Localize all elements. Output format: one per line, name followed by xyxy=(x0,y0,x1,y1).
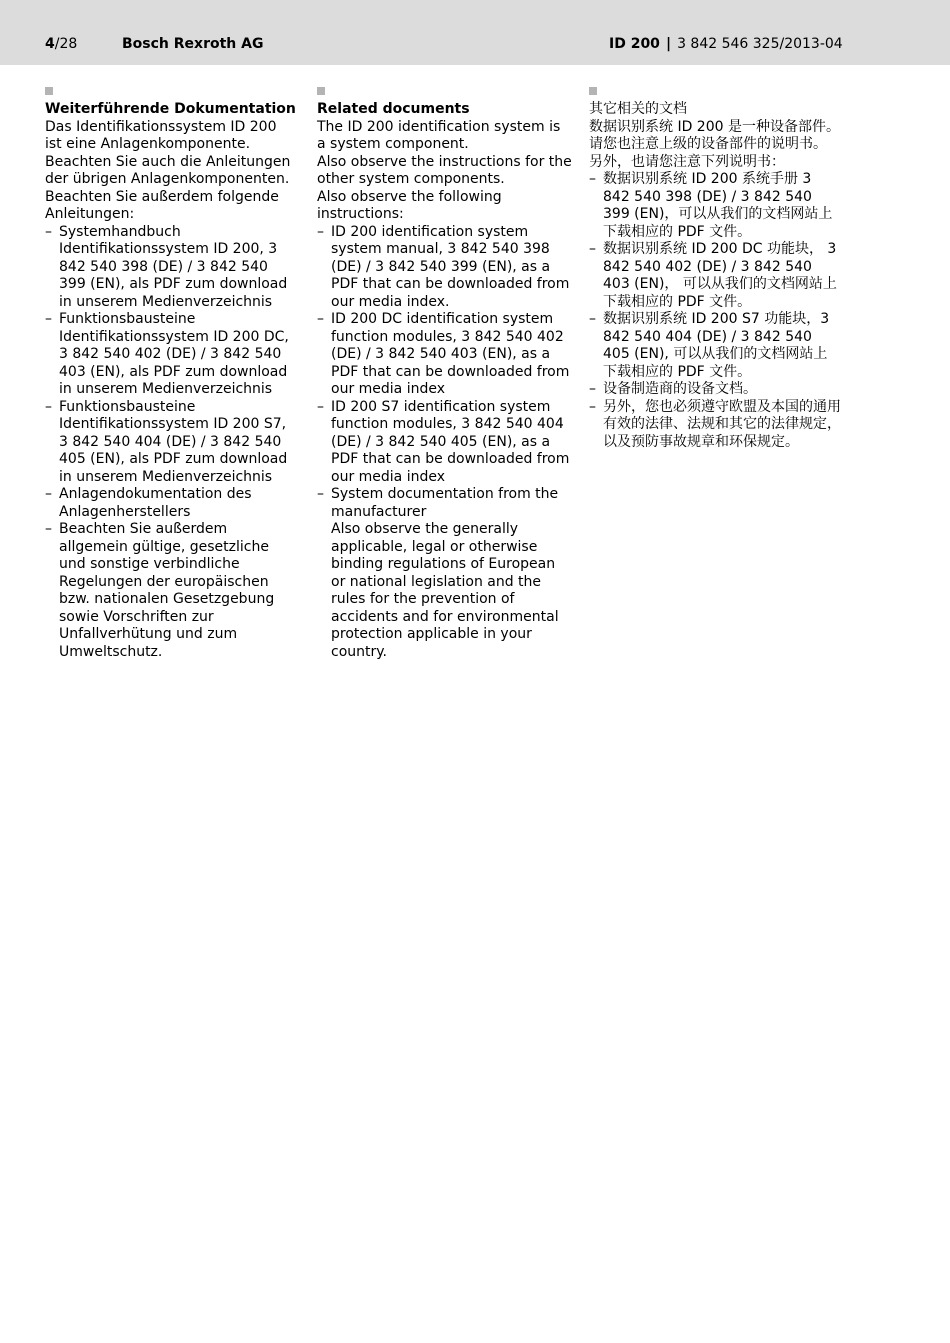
intro-paragraph: Beachten Sie auch die Anleitungen der übrigen Anlagenkomponenten. xyxy=(45,153,291,187)
document-list xyxy=(45,224,297,662)
list-item: – Anlagendokumentation des Anlagenherstellers xyxy=(45,486,297,521)
list-item: – ID 200 DC identification system function modules, 3 842 540 402 (DE) / 3 842 540 403 (EN), as a PDF that can be downloaded from our media index xyxy=(317,311,573,399)
document-id: ID 200 xyxy=(609,36,660,52)
list-item-text: – System documentation from the manufacturer xyxy=(331,486,559,520)
company-name: Bosch Rexroth AG xyxy=(122,36,264,52)
list-item: – Beachten Sie außerdem allgemein gültige, gesetzliche und sonstige verbindliche Regelungen der europäischen bzw. nationalen Gesetzgebung sowie Vorschriften zur Unfallverhütung und zum Umweltschutz. xyxy=(45,521,297,661)
intro-paragraph: 请您也注意上级的设备部件的说明书。 xyxy=(589,136,827,152)
page-total: /28 xyxy=(54,36,78,52)
intro-paragraph: Also observe the following instructions: xyxy=(317,188,502,222)
list-item: – ID 200 S7 identification system function modules, 3 842 540 404 (DE) / 3 842 540 405 (EN), as a PDF that can be downloaded from our media index xyxy=(317,399,573,487)
section-heading: 其它相关的文档 xyxy=(589,101,687,117)
section-marker xyxy=(45,87,53,95)
intro-paragraph: The ID 200 identification system is a system component. xyxy=(317,118,561,152)
list-item: – Systemhandbuch Identifikationssystem ID 200, 3 842 540 398 (DE) / 3 842 540 399 (EN), als PDF zum download in unserem Medienverzeichnis xyxy=(45,224,297,312)
section-marker xyxy=(317,87,325,95)
page-current: 4 xyxy=(45,36,55,52)
intro-paragraph: 另外，也请您注意下列说明书： xyxy=(589,153,785,170)
page-number xyxy=(45,35,77,53)
list-item: – 设备制造商的设备文档。 xyxy=(589,381,841,399)
document-reference xyxy=(609,35,843,53)
page-header xyxy=(0,0,950,65)
list-item xyxy=(317,486,573,661)
column-chinese xyxy=(589,87,841,451)
list-item: – 数据识别系统 ID 200 S7 功能块，3 842 540 404 (DE) / 3 842 540 405 (EN), 可以从我们的文档网站上下载相应的 PDF 文件。 xyxy=(589,311,841,381)
list-item: – Funktionsbausteine Identifikationssystem ID 200 DC, 3 842 540 402 (DE) / 3 842 540 403 (EN), als PDF zum download in unserem Medienverzeichnis xyxy=(45,311,297,399)
intro-paragraph: Beachten Sie außerdem folgende Anleitungen: xyxy=(45,188,279,222)
column-english xyxy=(317,87,573,661)
list-item: – 另外，您也必须遵守欧盟及本国的通用有效的法律、法规和其它的法律规定，以及预防事故规章和环保规定。 xyxy=(589,399,841,452)
list-item: – 数据识别系统 ID 200 DC 功能块， 3 842 540 402 (DE) / 3 842 540 403 (EN)， 可以从我们的文档网站上下载相应的 PDF 文件。 xyxy=(589,241,841,311)
intro-paragraph: Das Identifikationssystem ID 200 ist eine Anlagenkomponente. xyxy=(45,118,277,152)
list-item: – 数据识别系统 ID 200 系统手册 3 842 540 398 (DE) / 3 842 540 399 (EN)，可以从我们的文档网站上下载相应的 PDF 文件。 xyxy=(589,171,841,241)
intro-paragraph: 数据识别系统 ID 200 是一种设备部件。 xyxy=(589,118,840,135)
document-separator: | xyxy=(665,36,672,52)
intro-paragraph: Also observe the instructions for the other system components. xyxy=(317,153,572,187)
document-list xyxy=(317,224,573,662)
column-german xyxy=(45,87,297,661)
section-heading: Weiterführende Dokumentation xyxy=(45,101,296,117)
list-item: – ID 200 identification system system manual, 3 842 540 398 (DE) / 3 842 540 399 (EN), as a PDF that can be downloaded from our media index. xyxy=(317,224,573,312)
document-list xyxy=(589,171,841,451)
section-marker xyxy=(589,87,597,95)
document-number: 3 842 546 325/2013-04 xyxy=(677,36,843,52)
list-item: – Funktionsbausteine Identifikationssystem ID 200 S7, 3 842 540 404 (DE) / 3 842 540 405 (EN), als PDF zum download in unserem Medienverzeichnis xyxy=(45,399,297,487)
section-heading: Related documents xyxy=(317,101,470,117)
list-item-continuation: Also observe the generally applicable, legal or otherwise binding regulations of European or national legislation and the rules for the prevention of accidents and for environmental protection applicable in your country. xyxy=(331,521,559,660)
